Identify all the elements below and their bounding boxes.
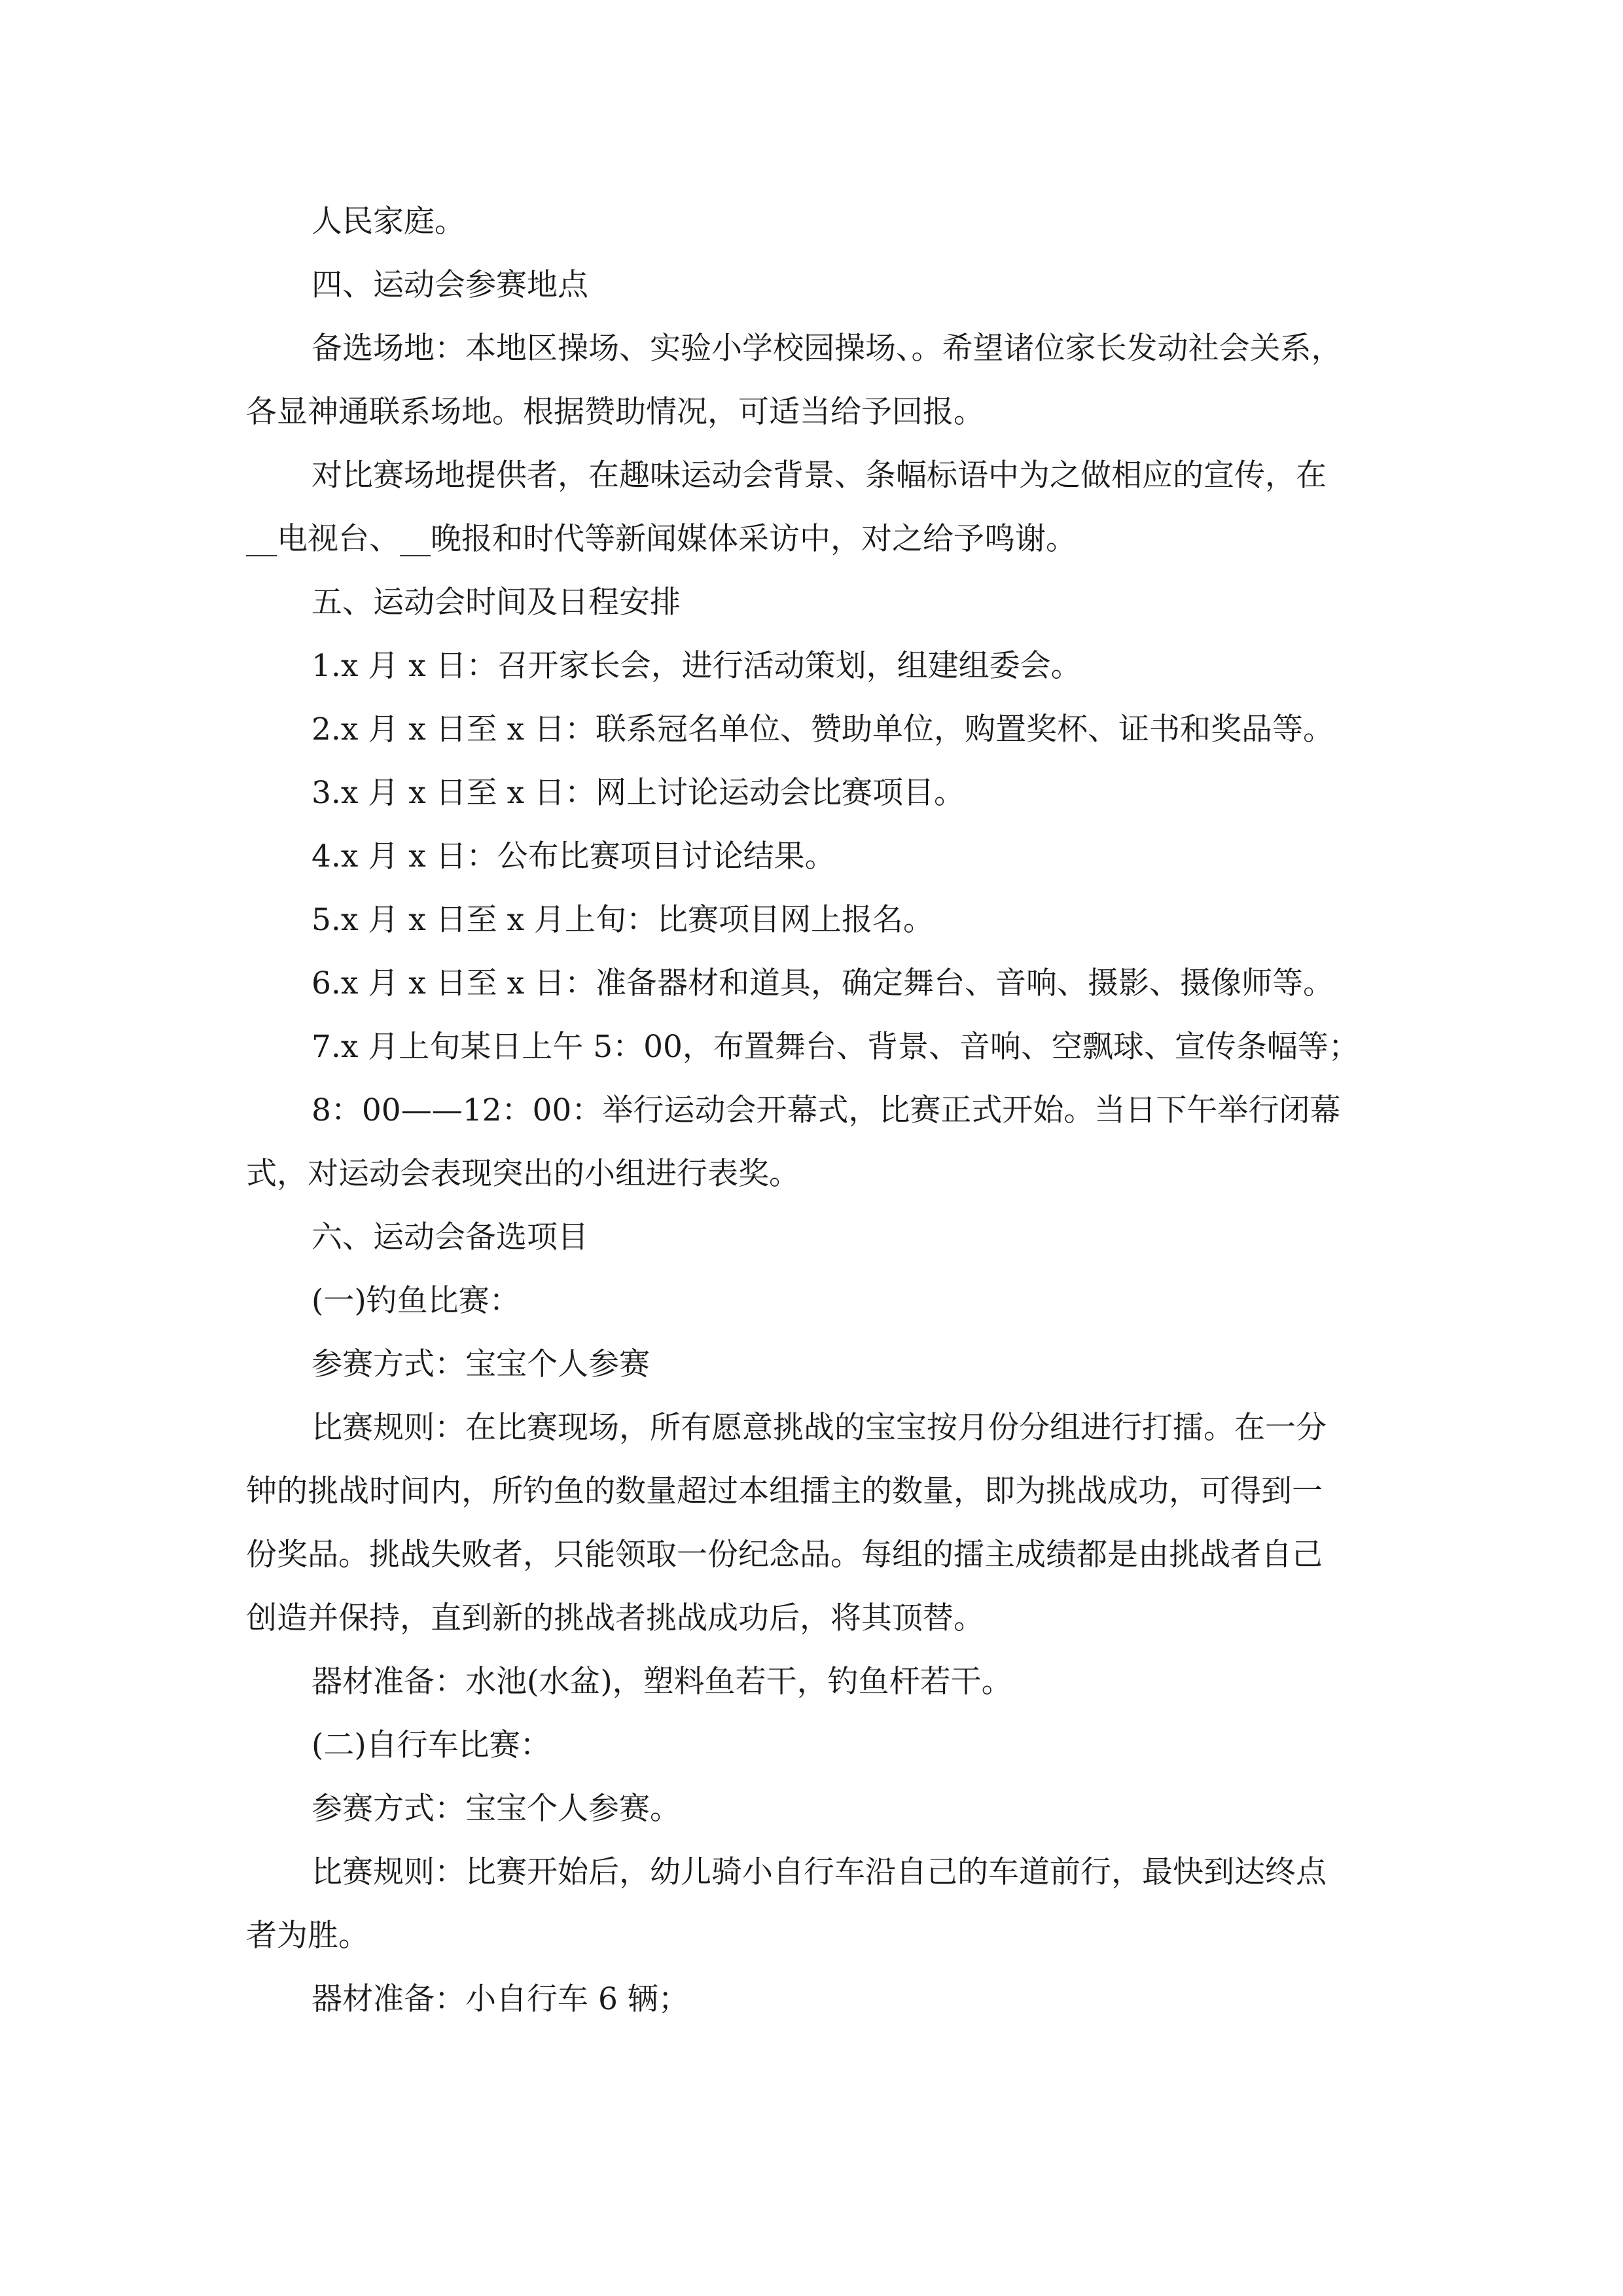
- section-heading-venue: 四、运动会参赛地点: [312, 267, 588, 303]
- paragraph-line: 钟的挑战时间内，所钓鱼的数量超过本组擂主的数量，即为挑战成功，可得到一: [246, 1473, 1323, 1509]
- schedule-item: 1.x 月 x 日：召开家长会，进行活动策划，组建组委会。: [312, 648, 1082, 684]
- paragraph-line: 对比赛场地提供者，在趣味运动会背景、条幅标语中为之做相应的宣传，在: [312, 457, 1327, 493]
- section-heading-schedule: 五、运动会时间及日程安排: [312, 584, 681, 620]
- paragraph-line: 参赛方式：宝宝个人参赛: [312, 1346, 650, 1382]
- subsection-heading-bicycle: (二)自行车比赛：: [312, 1727, 551, 1763]
- paragraph-line: 器材准备：水池(水盆)，塑料鱼若干，钓鱼杆若干。: [312, 1664, 1012, 1700]
- schedule-item: 5.x 月 x 日至 x 月上旬：比赛项目网上报名。: [312, 902, 935, 938]
- paragraph-line: 器材准备：小自行车 6 辆；: [312, 1981, 689, 2017]
- paragraph-line: 比赛规则：比赛开始后，幼儿骑小自行车沿自己的车道前行，最快到达终点: [312, 1854, 1327, 1890]
- paragraph-line: 份奖品。挑战失败者，只能领取一份纪念品。每组的擂主成绩都是由挑战者自己: [246, 1537, 1323, 1573]
- schedule-item: 7.x 月上旬某日上午 5：00，布置舞台、背景、音响、空飘球、宣传条幅等；: [312, 1029, 1359, 1065]
- paragraph-line: 参赛方式：宝宝个人参赛。: [312, 1791, 681, 1827]
- subsection-heading-fishing: (一)钓鱼比赛：: [312, 1283, 520, 1319]
- paragraph-line: 者为胜。: [246, 1918, 369, 1954]
- paragraph-line: 人民家庭。: [312, 204, 465, 240]
- paragraph-line: 各显神通联系场地。根据赞助情况，可适当给予回报。: [246, 394, 984, 430]
- paragraph-line: 比赛规则：在比赛现场，所有愿意挑战的宝宝按月份分组进行打擂。在一分: [312, 1410, 1327, 1446]
- schedule-item: 3.x 月 x 日至 x 日：网上讨论运动会比赛项目。: [312, 775, 965, 811]
- paragraph-line: __电视台、__晚报和时代等新闻媒体采访中，对之给予鸣谢。: [246, 521, 1077, 557]
- paragraph-line: 8：00——12：00：举行运动会开幕式，比赛正式开始。当日下午举行闭幕: [312, 1092, 1341, 1128]
- schedule-item: 4.x 月 x 日：公布比赛项目讨论结果。: [312, 838, 836, 874]
- document-body: [246, 190, 1398, 2031]
- section-heading-events: 六、运动会备选项目: [312, 1219, 588, 1255]
- schedule-item: 2.x 月 x 日至 x 日：联系冠名单位、赞助单位，购置奖杯、证书和奖品等。: [312, 711, 1334, 747]
- paragraph-line: 备选场地：本地区操场、实验小学校园操场、。希望诸位家长发动社会关系，: [312, 331, 1342, 367]
- schedule-item: 6.x 月 x 日至 x 日：准备器材和道具，确定舞台、音响、摄影、摄像师等。: [312, 965, 1334, 1001]
- paragraph-line: 式，对运动会表现突出的小组进行表奖。: [246, 1156, 800, 1192]
- paragraph-line: 创造并保持，直到新的挑战者挑战成功后，将其顶替。: [246, 1600, 984, 1636]
